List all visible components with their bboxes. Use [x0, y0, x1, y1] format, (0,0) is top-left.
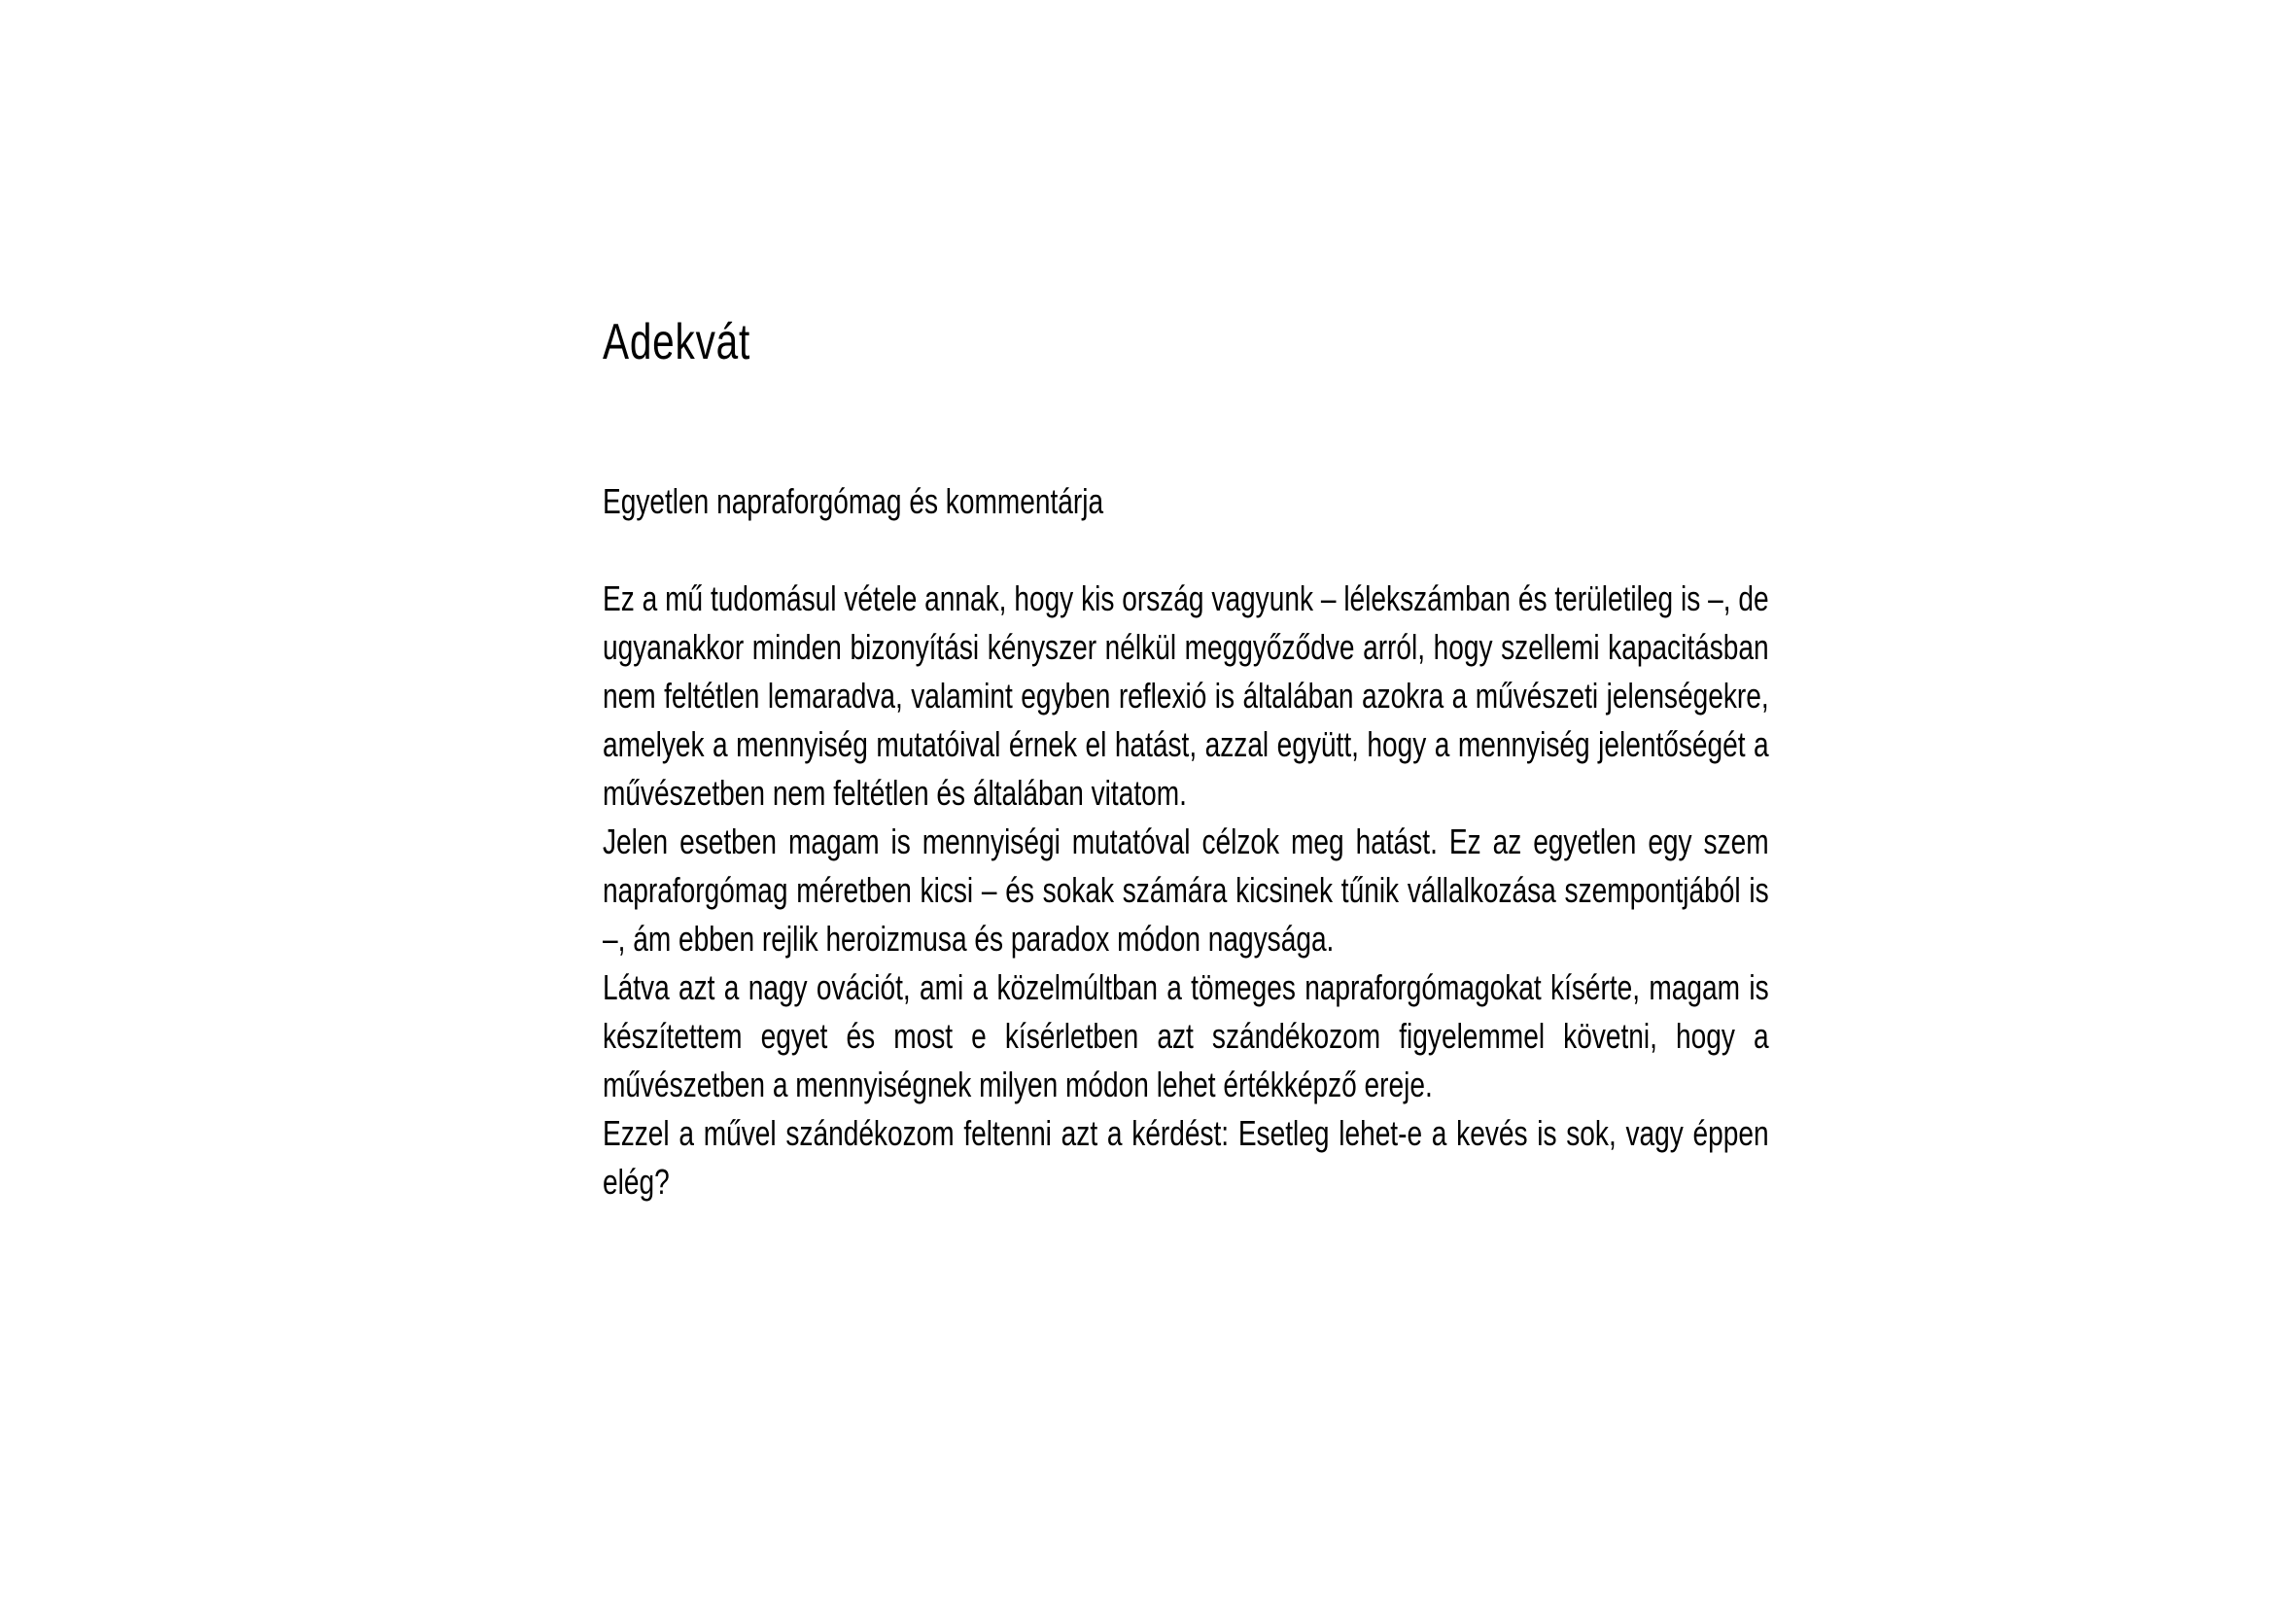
body-paragraph: Ez a mű tudomásul vétele annak, hogy kis ország vagyunk – lélekszámban és területileg is –, de ugyanakkor minden bizonyítási kényszer nélkül meggyőződve arról, hogy szellemi kapacitásban nem feltétlen lemaradva, valamint egyben reflexió is általában azokra a művészeti jelenségekre, amelyek a mennyiség mutatóival érnek el hatást, azzal együtt, hogy a mennyiség jelentőségét a művészetben nem feltétlen és általában vitatom.: [603, 578, 1769, 813]
document-body: [603, 575, 1769, 1206]
body-paragraph: Jelen esetben magam is mennyiségi mutatóval célzok meg hatást. Ez az egyetlen egy szem napraforgómag méretben kicsi – és sokak számára kicsinek tűnik vállalkozása szempontjából is –, ám ebben rejlik heroizmusa és paradox módon nagysága.: [603, 821, 1769, 959]
body-paragraph: Ezzel a művel szándékozom feltenni azt a kérdést: Esetleg lehet-e a kevés is sok, vagy éppen elég?: [603, 1113, 1769, 1202]
body-paragraph: Látva azt a nagy ovációt, ami a közelmúltban a tömeges napraforgómagokat kísérte, magam is készítettem egyet és most e kísérletben azt szándékozom figyelemmel követni, hogy a művészetben a mennyiségnek milyen módon lehet értékképző ereje.: [603, 967, 1769, 1104]
document-page: [603, 307, 1769, 1202]
document-subtitle: Egyetlen napraforgómag és kommentárja: [603, 481, 1104, 521]
document-title: Adekvát: [603, 314, 751, 370]
